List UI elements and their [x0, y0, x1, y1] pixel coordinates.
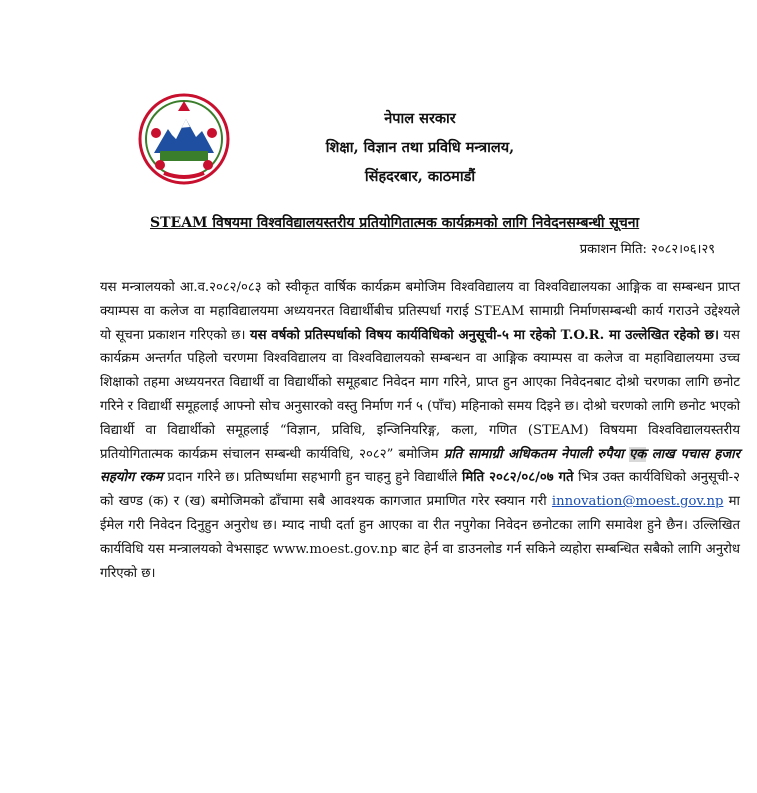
header-ministry: शिक्षा, विज्ञान तथा प्रविधि मन्त्रालय,: [325, 139, 515, 156]
grant-amount-2: लाख पचास हजार सहयोग रकम: [100, 446, 740, 486]
grant-amount-highlight: एक: [628, 446, 647, 462]
header-address: सिंहदरबार, काठमाडौं: [364, 168, 476, 185]
deadline-date: मिति २०८२/०८/०७ गते: [461, 470, 574, 486]
body-bold-1: यस वर्षको प्रतिस्पर्धाको विषय कार्यविधिको अनुसूची-५ मा रहेको T.O.R. मा उल्लेखित रहेको छ।: [250, 327, 719, 343]
letterhead: [300, 104, 540, 191]
body-text-4: भित्र उक्त कार्यविधिको अनुसूची-२ को खण्ड (क) र (ख) बमोजिमको ढाँचामा सबै आवश्यक कागजात प्रमाणित गरेर स्क्यान गरी: [100, 470, 740, 510]
notice-title: STEAM विषयमा विश्वविद्यालयस्तरीय प्रतियोगितात्मक कार्यक्रमको लागि निवेदनसम्बन्धी सूचना: [150, 215, 640, 231]
header-government: नेपाल सरकार: [384, 110, 456, 127]
body-text-3: प्रदान गरिने छ। प्रतिष्पर्धामा सहभागी हुन चाहनु हुने विद्यार्थीले: [167, 470, 458, 486]
notice-body: [100, 276, 740, 585]
body-text-2: यस कार्यक्रम अन्तर्गत पहिलो चरणमा विश्वविद्यालय वा विश्वविद्यालयको सम्बन्धन वा आङ्गिक क्याम्पस वा कलेज वा महाविद्यालयमा उच्च शिक्षाको तहमा अध्ययनरत विद्यार्थी वा विद्यार्थीको समूहबाट निवेदन माग गरिने, प्राप्त हुन आएका निवेदनबाट दोश्रो चरणका लागि छनोट गरिने र विद्यार्थी समूहलाई आफ्नो सोच अनुसारको वस्तु निर्माण गर्न ५ (पाँच) महिनाको समय दिइने छ। दोश्रो चरणको लागि छनोट भएको विद्यार्थी वा विद्यार्थीको समूहलाई “विज्ञान, प्रविधि, इन्जिनियरिङ्ग, कला, गणित (STEAM) विषयमा विश्वविद्यालयस्तरीय प्रतियोगितात्मक कार्यक्रम संचालन सम्बन्धी कार्यविधि, २०८२” बमोजिम: [100, 327, 740, 462]
grant-amount-1: प्रति सामाग्री अधिकतम नेपाली रुपैया: [443, 446, 624, 462]
nepal-government-emblem-icon: [138, 93, 230, 185]
body-text-1: यस मन्त्रालयको आ.व.२०८२/०८३ को स्वीकृत वार्षिक कार्यक्रम बमोजिम विश्वविद्यालय वा विश्वविद्यालयका आङ्गिक वा सम्बन्धन प्राप्त क्याम्पस वा कलेज वा महाविद्यालयमा अध्ययनरत विद्यार्थीबीच प्रतिस्पर्धा गराई STEAM सामाग्री निर्माणसम्बन्धी कार्य गराउने उद्देश्यले यो सूचना प्रकाशन गरिएको छ।: [100, 280, 740, 343]
body-text-5: मा ईमेल गरी निवेदन दिनुहुन अनुरोध छ। म्याद नाघी दर्ता हुन आएका वा रीत नपुगेका निवेदन छनोटका लागि समावेश हुने छैन। उल्लिखित कार्यविधि यस मन्त्रालयको वेभसाइट www.moest.gov.np बाट हेर्न वा डाउनलोड गर्न सकिने व्यहोरा सम्बन्धित सबैको लागि अनुरोध गरिएको छ।: [100, 494, 740, 581]
email-link[interactable]: innovation@moest.gov.np: [551, 494, 724, 510]
publish-date: प्रकाशन मिति: २०८२।०६।२९: [579, 242, 715, 257]
